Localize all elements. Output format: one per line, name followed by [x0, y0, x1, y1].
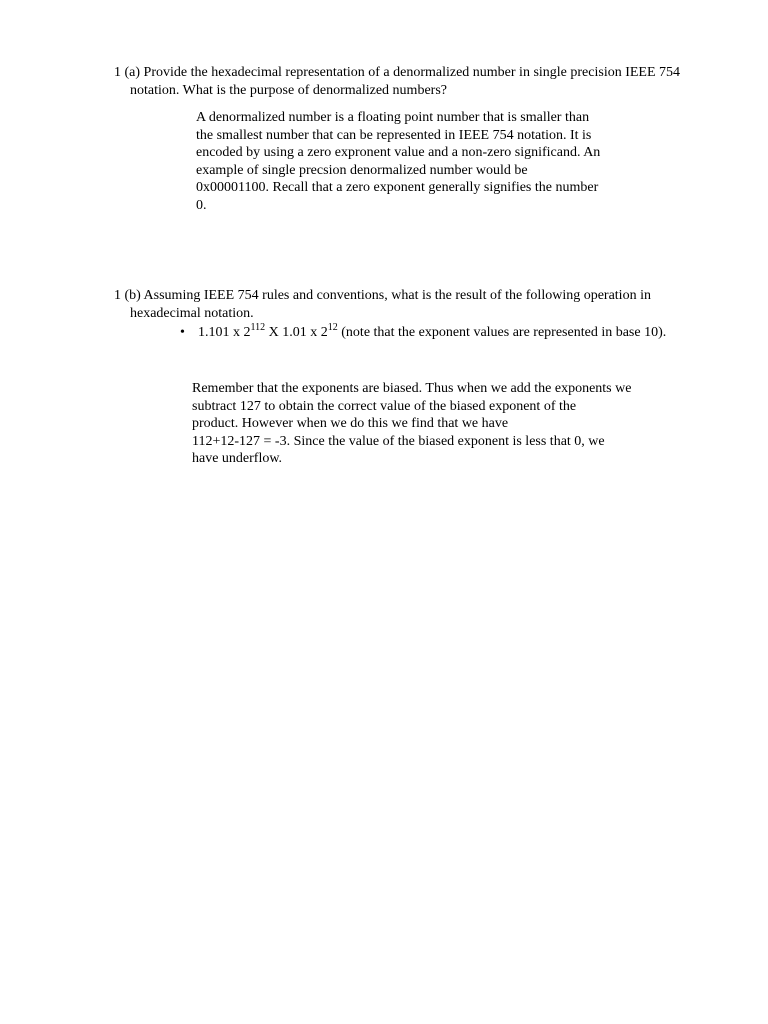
- answer-line: A denormalized number is a floating point number that is smaller than: [196, 110, 590, 125]
- answer-line: Remember that the exponents are biased. Thus when we add the exponents we: [192, 381, 632, 396]
- bullet-icon: •: [180, 325, 185, 340]
- operation-note: (note that the exponent values are represented in base 10).: [337, 325, 667, 340]
- operand-2: X 1.01 x 2: [265, 325, 328, 340]
- operand-1: 1.101 x 2: [198, 325, 251, 340]
- answer-1a: [196, 109, 641, 214]
- exponent-1: 112: [250, 322, 266, 333]
- answer-line: the smallest number that can be represented in IEEE 754 notation. It is: [196, 127, 592, 143]
- answer-line: product. However when we do this we find that we have: [192, 416, 509, 431]
- answer-line: 0.: [196, 197, 207, 213]
- question-1b: 1 (b) Assuming IEEE 754 rules and conventions, what is the result of the following operation in hexadecimal notation.: [114, 288, 651, 321]
- answer-line: example of single precsion denormalized number would be: [196, 162, 528, 178]
- exponent-2: 12: [327, 322, 338, 333]
- answer-line: 112+12-127 = -3. Since the value of the biased exponent is less that 0, we: [192, 433, 605, 449]
- question-1a: 1 (a) Provide the hexadecimal representation of a denormalized number in single precision IEEE 754 notation. What is the purpose of denormalized numbers?: [114, 65, 681, 98]
- answer-1b: [192, 380, 672, 468]
- operation-text: [198, 322, 667, 340]
- answer-line: encoded by using a zero expronent value and a non-zero significand. An: [196, 145, 601, 160]
- answer-line: have underflow.: [192, 451, 283, 466]
- answer-line: subtract 127 to obtain the correct value of the biased exponent of the: [192, 398, 577, 414]
- answer-line: 0x00001100. Recall that a zero exponent generally signifies the number: [196, 180, 599, 195]
- operation-bullet: [180, 324, 698, 342]
